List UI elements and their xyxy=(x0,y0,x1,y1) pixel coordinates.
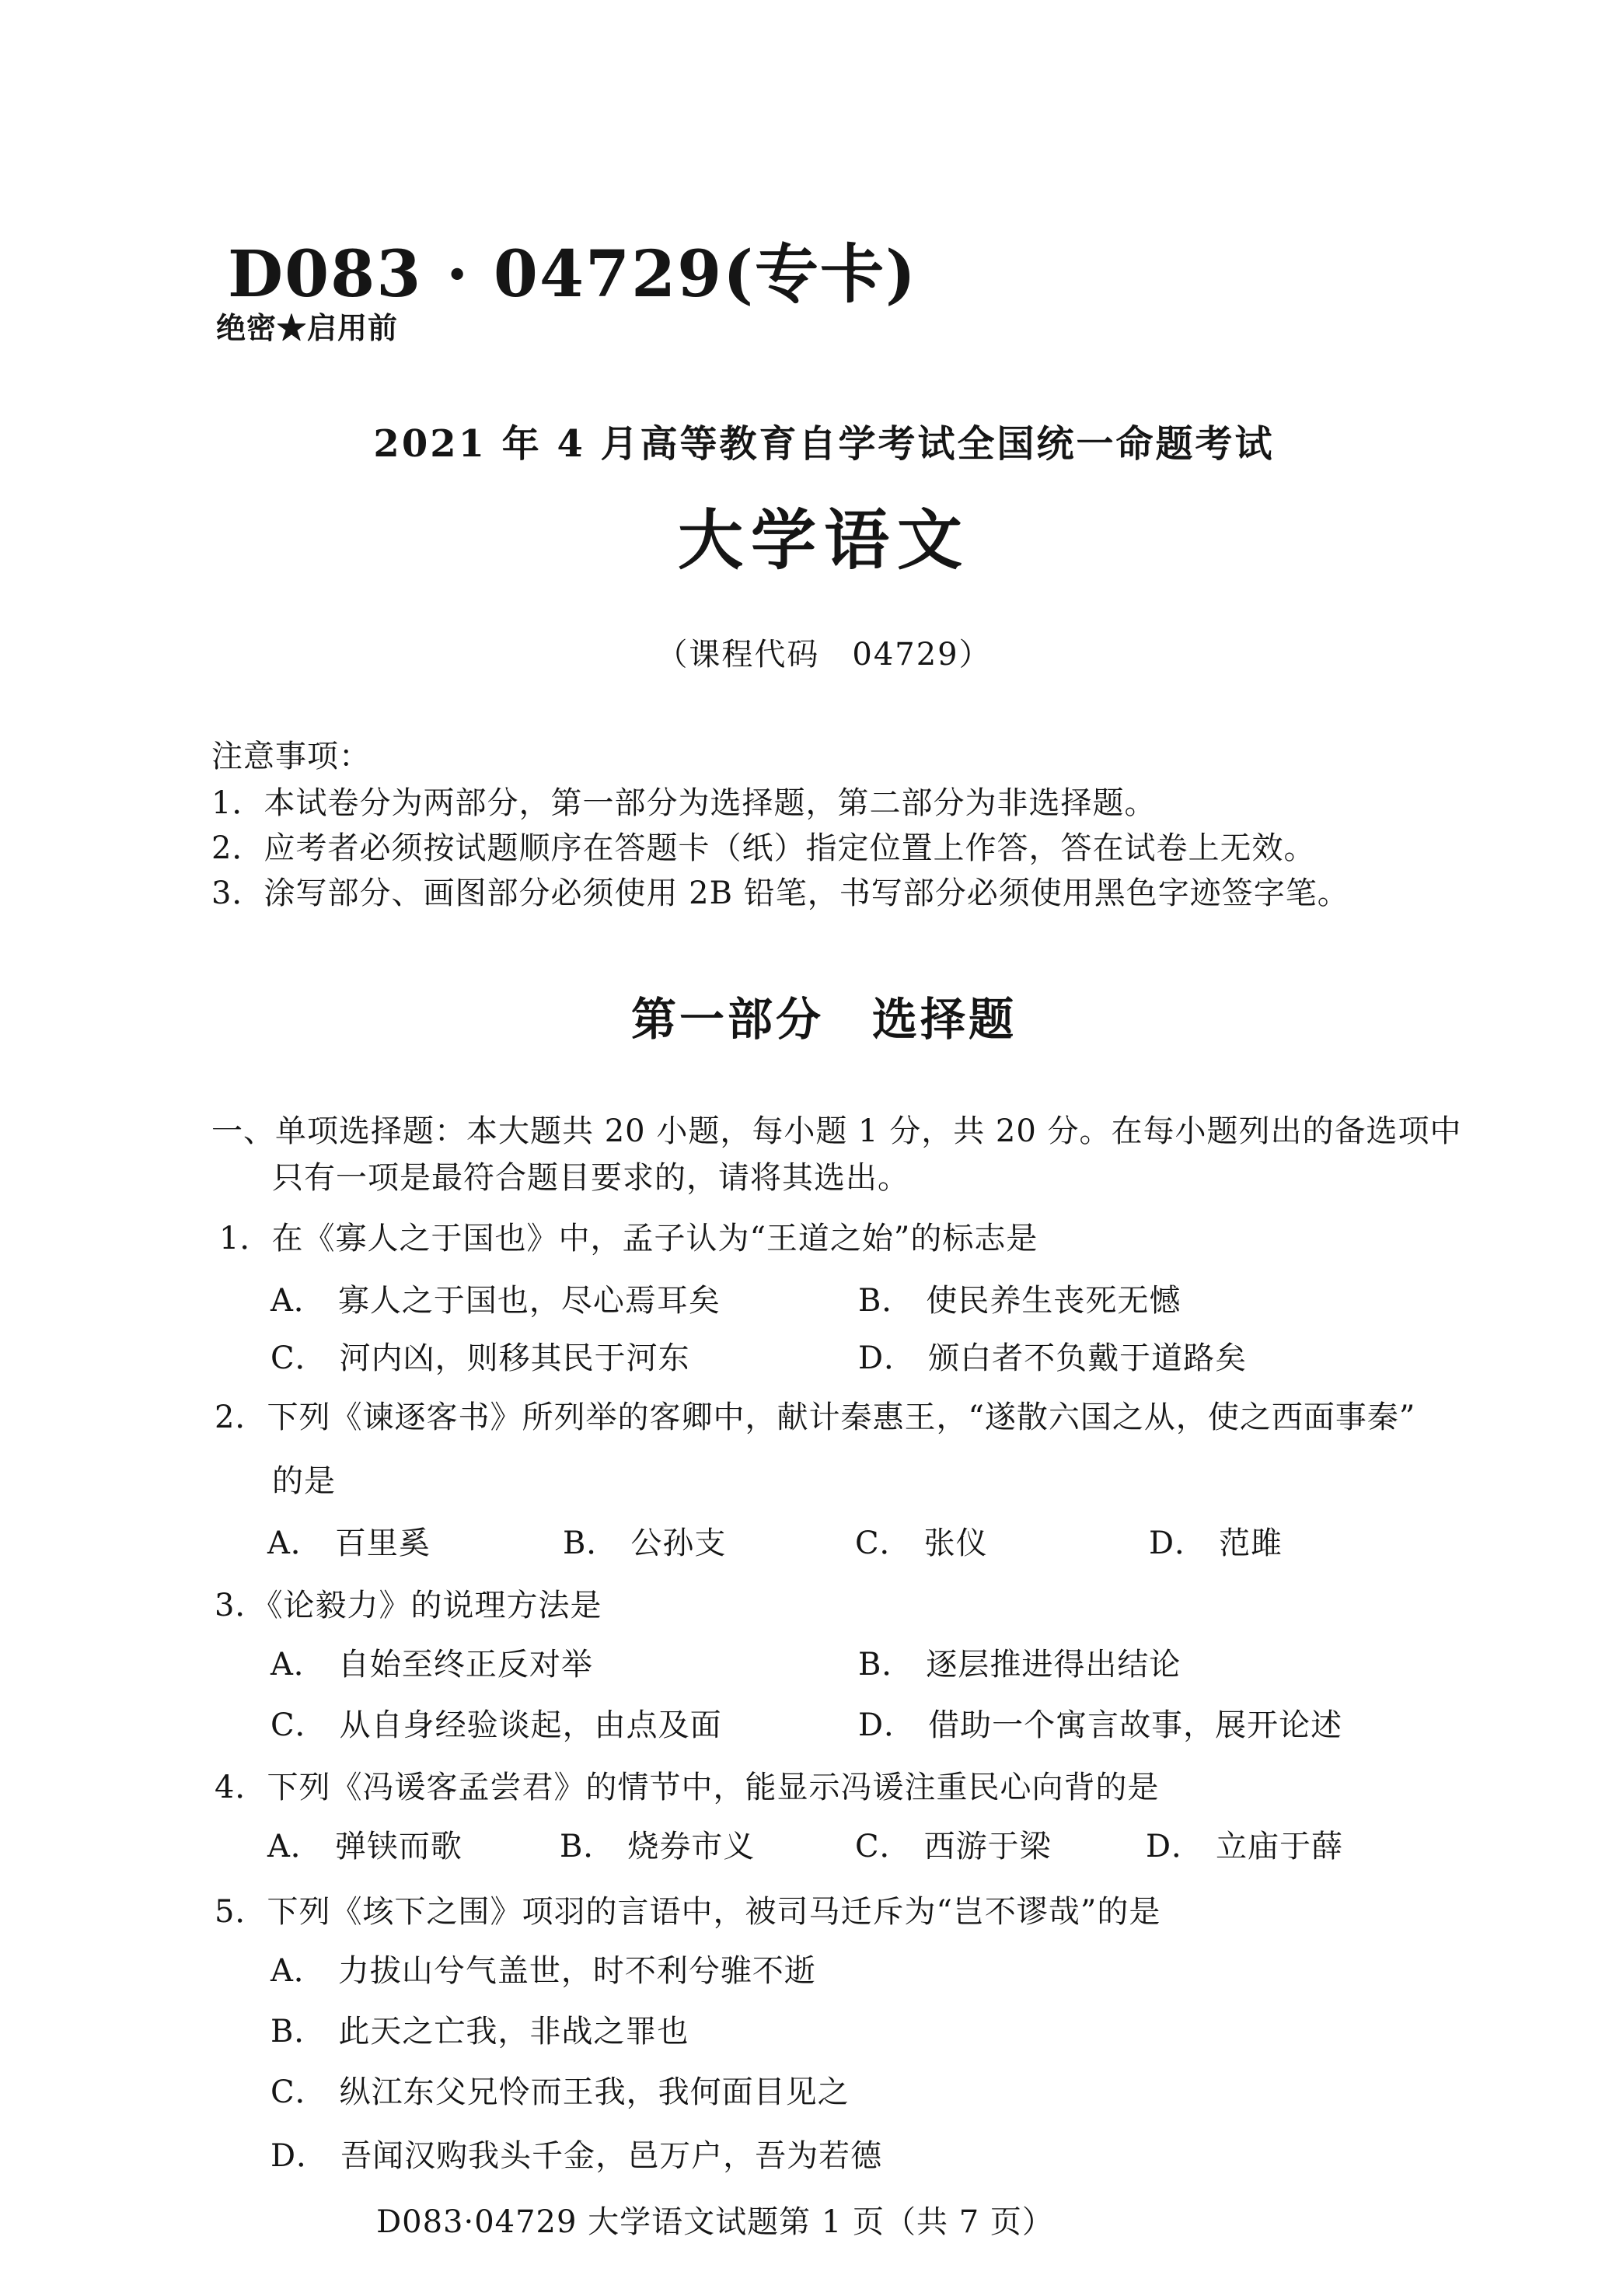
option-text: 颁白者不负戴于道路矣 xyxy=(928,1340,1248,1376)
page-footer: D083·04729 大学语文试题第 1 页（共 7 页） xyxy=(376,2204,1054,2240)
question-3-option-c xyxy=(270,1707,722,1743)
option-label: D． xyxy=(270,2138,329,2174)
option-text: 张仪 xyxy=(923,1525,988,1561)
option-label: B． xyxy=(858,1647,914,1683)
option-label: C． xyxy=(270,1340,327,1376)
course-code: （课程代码 04729） xyxy=(656,637,992,673)
option-text: 纵江东父兄怜而王我，我何面目见之 xyxy=(339,2074,850,2110)
option-label: A． xyxy=(270,1953,326,1989)
section-intro-line2: 只有一项是最符合题目要求的，请将其选出。 xyxy=(272,1160,909,1196)
option-label: D． xyxy=(1146,1829,1204,1864)
option-label: A． xyxy=(270,1283,326,1319)
question-2-stem: 2．下列《谏逐客书》所列举的客卿中，献计秦惠王，“遂散六国之从，使之西面事秦” xyxy=(215,1400,1416,1435)
option-text: 弹铗而歌 xyxy=(334,1829,462,1864)
question-1-stem: 1．在《寡人之于国也》中，孟子认为“王道之始”的标志是 xyxy=(219,1221,1038,1256)
option-label: A． xyxy=(267,1525,323,1561)
option-label: B． xyxy=(563,1525,619,1561)
question-5-option-c xyxy=(270,2074,850,2110)
question-3-option-a xyxy=(270,1647,593,1683)
option-label: C． xyxy=(855,1829,912,1864)
option-label: B． xyxy=(270,2014,326,2050)
session-title: 2021 年 4 月高等教育自学考试全国统一命题考试 xyxy=(373,422,1275,466)
question-4-option-c xyxy=(855,1829,1052,1864)
option-text: 力拔山兮气盖世，时不利兮骓不逝 xyxy=(337,1953,816,1989)
question-3-option-b xyxy=(858,1647,1181,1683)
option-text: 自始至终正反对举 xyxy=(337,1647,593,1683)
question-5-stem: 5．下列《垓下之围》项羽的言语中，被司马迁斥为“岂不谬哉”的是 xyxy=(215,1894,1161,1930)
option-label: D． xyxy=(858,1340,916,1376)
option-label: B． xyxy=(858,1283,914,1319)
option-text: 烧券市义 xyxy=(627,1829,756,1864)
note-item-1: 1．本试卷分为两部分，第一部分为选择题，第二部分为非选择题。 xyxy=(211,785,1157,821)
note-item-3: 3．涂写部分、画图部分必须使用 2B 铅笔，书写部分必须使用黑色字迹签字笔。 xyxy=(211,875,1349,911)
question-4-option-d xyxy=(1146,1829,1343,1864)
question-4-option-b xyxy=(560,1829,755,1864)
question-3-stem: 3．《论毅力》的说理方法是 xyxy=(215,1588,602,1623)
question-5-option-d xyxy=(270,2138,882,2174)
option-label: D． xyxy=(1149,1525,1207,1561)
question-4-option-a xyxy=(267,1829,462,1864)
security-marking: 绝密★启用前 xyxy=(216,310,399,345)
exam-code: D083 · 04729(专卡) xyxy=(228,237,917,312)
option-text: 使民养生丧死无憾 xyxy=(926,1283,1181,1319)
question-5-option-b xyxy=(270,2014,689,2050)
option-text: 西游于梁 xyxy=(923,1829,1052,1864)
question-1-option-b xyxy=(858,1283,1181,1319)
question-5-option-a xyxy=(270,1953,816,1989)
section-intro-line1: 一、单项选择题：本大题共 20 小题，每小题 1 分，共 20 分。在每小题列出的备选项中 xyxy=(211,1113,1462,1149)
note-item-2: 2．应考者必须按试题顺序在答题卡（纸）指定位置上作答，答在试卷上无效。 xyxy=(211,830,1316,866)
option-text: 河内凶，则移其民于河东 xyxy=(339,1340,690,1376)
question-1-option-c xyxy=(270,1340,690,1376)
question-2-option-b xyxy=(563,1525,726,1561)
option-text: 借助一个寓言故事，展开论述 xyxy=(928,1707,1343,1743)
option-text: 此天之亡我，非战之罪也 xyxy=(338,2014,689,2050)
option-label: A． xyxy=(267,1829,323,1864)
question-1-option-a xyxy=(270,1283,721,1319)
option-text: 逐层推进得出结论 xyxy=(926,1647,1181,1683)
option-text: 从自身经验谈起，由点及面 xyxy=(339,1707,722,1743)
question-2-option-d xyxy=(1149,1525,1283,1561)
option-text: 公孙支 xyxy=(630,1525,727,1561)
option-label: D． xyxy=(858,1707,916,1743)
option-text: 立庙于薛 xyxy=(1216,1829,1344,1864)
option-label: A． xyxy=(270,1647,326,1683)
question-2-stem-continued: 的是 xyxy=(272,1463,336,1499)
option-label: C． xyxy=(270,1707,327,1743)
part-title: 第一部分 选择题 xyxy=(630,993,1017,1046)
option-text: 百里奚 xyxy=(334,1525,431,1561)
option-label: C． xyxy=(270,2074,327,2110)
subject-title: 大学语文 xyxy=(677,501,970,578)
option-text: 吾闻汉购我头千金，邑万户，吾为若德 xyxy=(340,2138,883,2174)
option-label: C． xyxy=(855,1525,912,1561)
question-2-option-a xyxy=(267,1525,431,1561)
option-label: B． xyxy=(560,1829,616,1864)
question-3-option-d xyxy=(858,1707,1342,1743)
option-text: 范雎 xyxy=(1219,1525,1283,1561)
question-1-option-d xyxy=(858,1340,1247,1376)
question-4-stem: 4．下列《冯谖客孟尝君》的情节中，能显示冯谖注重民心向背的是 xyxy=(215,1770,1160,1805)
question-2-option-c xyxy=(855,1525,988,1561)
notes-heading: 注意事项： xyxy=(211,739,371,774)
option-text: 寡人之于国也，尽心焉耳矣 xyxy=(337,1283,721,1319)
